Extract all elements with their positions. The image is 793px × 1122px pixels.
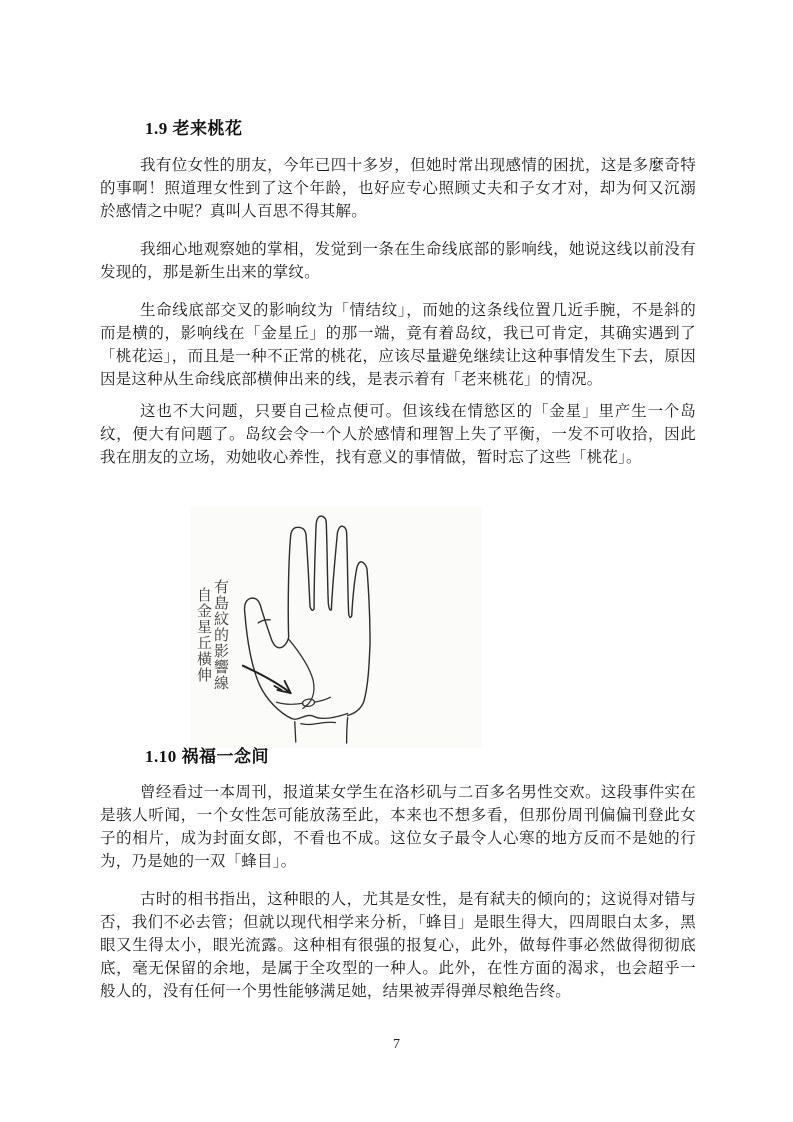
paragraph: 生命线底部交叉的影响纹为「情结纹」，而她的这条线位置几近手腕，不是斜的而是横的，影响线在「金星丘」的那一端，竟有着岛纹，我已可肯定，其确实遇到了「桃花运」，而且是一种不正常的桃花，应该尽量避免继续让这种事情发生下去，原因因是这种从生命线底部横伸出来的线，是表示着有「老来桃花」的情况。 — [100, 302, 696, 388]
paragraph: 曾经看过一本周刊，报道某女学生在洛杉矶与二百多名男性交欢。这段事件实在是骇人听闻，一个女性怎可能放荡至此，本来也不想多看，但那份周刊偏偏刊登此女子的相片，成为封面女郎，不看也不成。这位女子最令人心寒的地方反而不是她的行为，乃是她的一双「蜂目」。 — [100, 784, 696, 870]
page-number: 7 — [393, 1037, 400, 1052]
figure-label-from-venus-mount: 自金星丘橫伸 — [195, 587, 211, 683]
annotation-arrow-icon — [243, 666, 291, 693]
palm-diagram — [235, 511, 383, 745]
life-line — [289, 639, 314, 708]
thumb-crease-line — [258, 620, 270, 623]
section-heading-1-10: 1.10 祸福一念间 — [145, 747, 269, 766]
paragraph: 古时的相书指出，这种眼的人，尤其是女性，是有弒夫的倾向的；这说得对错与否，我们不必去管；但就以现代相学来分析，「蜂目」是眼生得大，四周眼白太多，黑眼又生得太小，眼光流露。这种相有很强的报复心，此外，做每件事必然做得彻彻底底，毫无保留的余地，是属于全攻型的一种人。此外，在性方面的渴求，也会超乎一般人的，没有任何一个男性能够满足她，结果被弄得弹尽粮绝告终。 — [100, 891, 696, 1000]
section-heading-1-9: 1.9 老来桃花 — [145, 119, 243, 138]
paragraph: 我有位女性的朋友，今年已四十多岁，但她时常出现感情的困扰，这是多麼奇特的事啊！照道理女性到了这个年龄，也好应专心照顾丈夫和子女才对，却为何又沉溺於感情之中呢？真叫人百思不得其解。 — [100, 157, 696, 220]
hand-outline — [245, 516, 370, 718]
wrist-lines — [292, 713, 348, 724]
paragraph: 这也不大问题，只要自己检点便可。但该线在情慾区的「金星」里产生一个岛纹，便大有问题了。岛纹会令一个人於感情和理智上失了平衡，一发不可收拾，因此我在朋友的立场，劝她收心养性，找有意义的事情做，暂时忘了这些「桃花」。 — [100, 403, 696, 466]
figure-label-influence-line-with-island: 有島紋的影響線 — [212, 579, 228, 691]
palm-illustration — [190, 506, 482, 748]
forearm-edges — [295, 718, 348, 743]
paragraph: 我细心地观察她的掌相，发觉到一条在生命线底部的影响线，她说这线以前没有发现的，那是新生出来的掌纹。 — [100, 241, 696, 281]
